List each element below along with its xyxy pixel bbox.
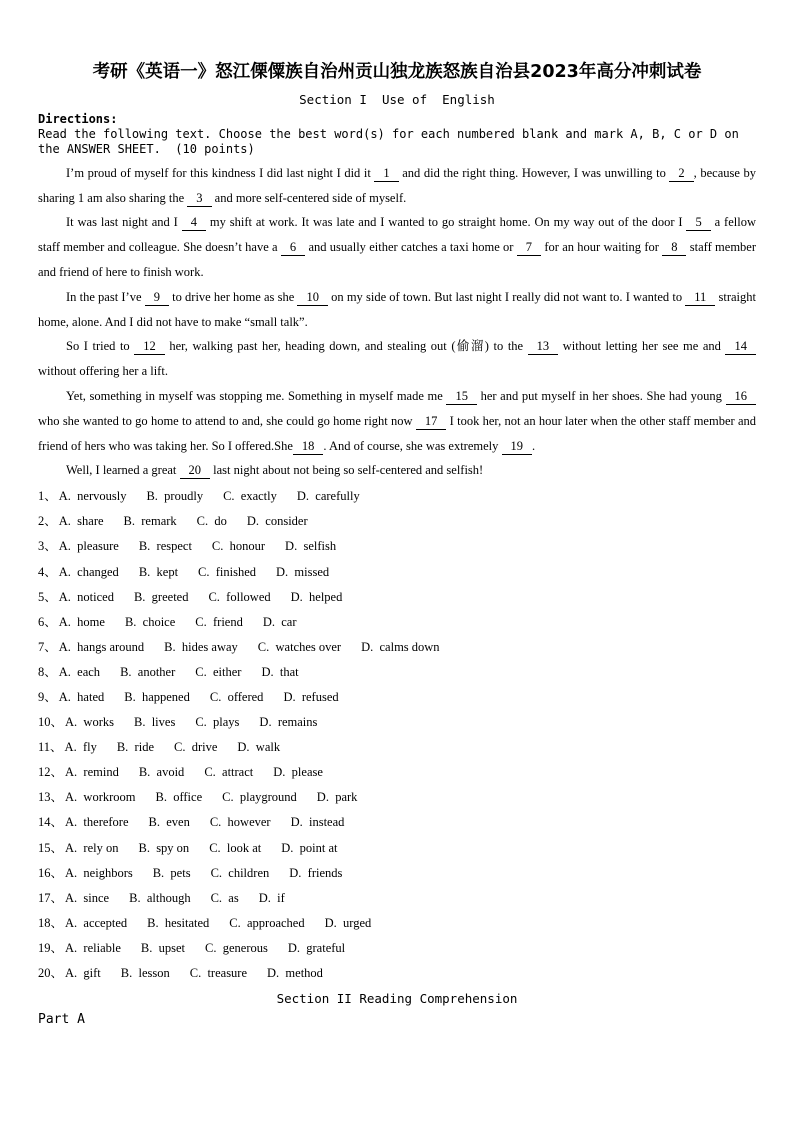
option-D: D. park [316, 790, 358, 805]
blank-13: 13 [528, 338, 559, 355]
option-B: B. happened [124, 689, 190, 704]
blank-5: 5 [686, 214, 710, 231]
option-C: C. attract [204, 765, 254, 780]
question-number: 13、 [38, 790, 64, 805]
blank-4: 4 [182, 214, 206, 231]
section1-heading: Section I Use of English [299, 91, 495, 107]
option-D: D. method [267, 966, 323, 981]
question-1 [38, 484, 756, 509]
passage-paragraph: It was last night and I 4 my shift at work. It was late and I wanted to go straight home. On my way out of the door I 5 a fellow staff member and colleague. She doesn’t have a 6 and usually either catches a taxi home or 7 for an hour waiting for 8 staff member and friend of here to finish work. [38, 215, 757, 280]
option-B: B. lesson [120, 966, 170, 981]
option-B: B. upset [140, 940, 186, 955]
option-D: D. point at [281, 840, 338, 855]
option-B: B. even [148, 815, 190, 830]
question-list [38, 484, 756, 986]
section2-heading: Section II Reading Comprehension [276, 991, 518, 1007]
question-6 [38, 610, 756, 635]
option-B: B. ride [116, 740, 154, 755]
option-C: C. followed [208, 589, 271, 604]
option-C: C. children [210, 865, 270, 880]
option-C: C. generous [205, 940, 268, 955]
option-B: B. choice [124, 614, 176, 629]
option-B: B. greeted [133, 589, 189, 604]
passage-paragraph: Yet, something in myself was stopping me. Something in myself made me 15 her and put myself in her shoes. She had young 16 who she wanted to go home to attend to and, she could go home right now 17 I took her, not an hour later when the other staff member and friend of hers who was taking her. So I offered.She 18 . And of course, she was extremely 19 . [38, 389, 757, 453]
question-number: 15、 [38, 840, 64, 855]
question-12 [38, 760, 756, 785]
directions-label: Directions: [38, 111, 118, 126]
option-C: C. drive [174, 740, 218, 755]
blank-14: 14 [725, 338, 756, 355]
option-C: C. plays [195, 715, 240, 730]
question-number: 11、 [38, 740, 63, 755]
question-number: 10、 [38, 715, 64, 730]
option-A: A. works [65, 715, 114, 730]
option-A: A. neighbors [65, 865, 133, 880]
question-11 [38, 735, 756, 760]
directions-block [38, 112, 756, 158]
option-C: C. honour [211, 539, 266, 554]
option-C: C. either [195, 664, 242, 679]
option-D: D. remains [259, 715, 318, 730]
option-D: D. please [273, 765, 323, 780]
question-number: 12、 [38, 765, 64, 780]
passage-paragraph: So I tried to 12 her, walking past her, heading down, and stealing out (偷溜) to the 13 without letting her see me and 14 without offering her a lift. [38, 334, 756, 384]
question-number: 1、 [38, 489, 57, 504]
blank-11: 11 [685, 289, 715, 306]
blank-10: 10 [297, 289, 328, 306]
option-C: C. playground [222, 790, 297, 805]
question-number: 7、 [38, 639, 57, 654]
question-10 [38, 710, 756, 735]
option-B: B. remark [123, 514, 177, 529]
question-9 [38, 685, 756, 710]
option-B: B. avoid [138, 765, 185, 780]
option-B: B. hesitated [147, 915, 210, 930]
blank-15: 15 [446, 388, 477, 405]
passage-paragraph: Well, I learned a great 20 last night about not being so self-centered and selfish! [66, 463, 484, 478]
option-C: C. look at [209, 840, 262, 855]
option-D: D. instead [290, 815, 345, 830]
option-A: A. accepted [65, 915, 128, 930]
exam-title: 考研《英语一》怒江傈僳族自治州贡山独龙族怒族自治县2023年高分冲刺试卷 [92, 62, 702, 82]
blank-3: 3 [187, 190, 211, 207]
question-number: 14、 [38, 815, 64, 830]
blank-9: 9 [145, 289, 169, 306]
option-A: A. noticed [58, 589, 114, 604]
option-A: A. rely on [65, 840, 119, 855]
question-14 [38, 810, 756, 835]
option-A: A. home [58, 614, 105, 629]
option-A: A. workroom [65, 790, 136, 805]
question-number: 20、 [38, 966, 64, 981]
option-B: B. another [120, 664, 176, 679]
option-D: D. urged [324, 915, 372, 930]
question-7 [38, 635, 756, 660]
question-8 [38, 660, 756, 685]
question-number: 16、 [38, 865, 64, 880]
question-number: 2、 [38, 514, 57, 529]
question-17 [38, 886, 756, 911]
option-B: B. proudly [146, 489, 204, 504]
question-18 [38, 911, 756, 936]
option-B: B. respect [138, 539, 192, 554]
blank-6: 6 [281, 239, 305, 256]
option-B: B. spy on [138, 840, 190, 855]
option-D: D. car [262, 614, 297, 629]
option-B: B. hides away [164, 639, 238, 654]
question-3 [38, 534, 756, 559]
option-C: C. approached [229, 915, 305, 930]
option-A: A. nervously [58, 489, 127, 504]
blank-8: 8 [662, 239, 686, 256]
option-A: A. each [58, 664, 101, 679]
option-A: A. pleasure [58, 539, 119, 554]
option-A: A. share [58, 514, 104, 529]
cloze-passage [38, 161, 756, 483]
question-number: 3、 [38, 539, 57, 554]
blank-17: 17 [416, 413, 447, 430]
option-D: D. if [258, 890, 285, 905]
question-number: 6、 [38, 614, 57, 629]
question-number: 4、 [38, 564, 57, 579]
blank-7: 7 [517, 239, 541, 256]
option-A: A. reliable [65, 940, 121, 955]
option-C: C. as [210, 890, 239, 905]
question-4 [38, 560, 756, 585]
option-D: D. that [261, 664, 299, 679]
blank-16: 16 [726, 388, 757, 405]
question-20 [38, 961, 756, 986]
passage-paragraph: I’m proud of myself for this kindness I did last night I did it 1 and did the right thing. However, I was unwilling to 2 , because by sharing 1 am also sharing the 3 and more self-centered side of myself. [38, 165, 756, 205]
option-B: B. office [155, 790, 203, 805]
option-D: D. grateful [287, 940, 346, 955]
option-C: C. treasure [189, 966, 248, 981]
option-C: C. exactly [223, 489, 277, 504]
option-B: B. pets [152, 865, 191, 880]
question-number: 9、 [38, 689, 57, 704]
option-D: D. consider [246, 514, 308, 529]
question-5 [38, 585, 756, 610]
option-A: A. remind [65, 765, 119, 780]
option-C: C. however [209, 815, 271, 830]
option-C: C. watches over [257, 639, 342, 654]
option-D: D. walk [237, 740, 281, 755]
option-C: C. finished [198, 564, 257, 579]
option-C: C. offered [209, 689, 264, 704]
question-19 [38, 936, 756, 961]
option-A: A. hated [58, 689, 105, 704]
option-A: A. since [65, 890, 110, 905]
option-B: B. although [129, 890, 191, 905]
option-D: D. missed [276, 564, 330, 579]
question-16 [38, 861, 756, 886]
option-C: C. friend [195, 614, 243, 629]
blank-19: 19 [502, 438, 533, 455]
option-D: D. friends [289, 865, 343, 880]
question-15 [38, 836, 756, 861]
option-A: A. therefore [65, 815, 129, 830]
option-D: D. carefully [296, 489, 360, 504]
blank-12: 12 [134, 338, 165, 355]
option-B: B. lives [133, 715, 176, 730]
question-number: 8、 [38, 664, 57, 679]
option-D: D. helped [290, 589, 343, 604]
option-D: D. calms down [361, 639, 440, 654]
passage-paragraph: In the past I’ve 9 to drive her home as she 10 on my side of town. But last night I really did not want to. I wanted to 11 straight home, alone. And I did not have to make “small talk”. [38, 289, 756, 329]
option-A: A. hangs around [58, 639, 145, 654]
option-D: D. selfish [285, 539, 337, 554]
question-2 [38, 509, 756, 534]
blank-2: 2 [669, 165, 693, 182]
option-D: D. refused [283, 689, 339, 704]
question-13 [38, 785, 756, 810]
part-a-label: Part A [38, 1012, 85, 1028]
question-number: 5、 [38, 589, 57, 604]
option-A: A. fly [64, 740, 97, 755]
option-B: B. kept [138, 564, 179, 579]
blank-18: 18 [293, 438, 324, 455]
blank-20: 20 [180, 462, 211, 479]
option-A: A. changed [58, 564, 119, 579]
question-number: 17、 [38, 890, 64, 905]
option-C: C. do [196, 514, 227, 529]
question-number: 18、 [38, 915, 64, 930]
blank-1: 1 [374, 165, 398, 182]
directions-text: Read the following text. Choose the best word(s) for each numbered blank and mark A, B, C or D on the ANSWER SHEET. (10 points) [38, 126, 747, 157]
option-A: A. gift [65, 966, 101, 981]
question-number: 19、 [38, 940, 64, 955]
